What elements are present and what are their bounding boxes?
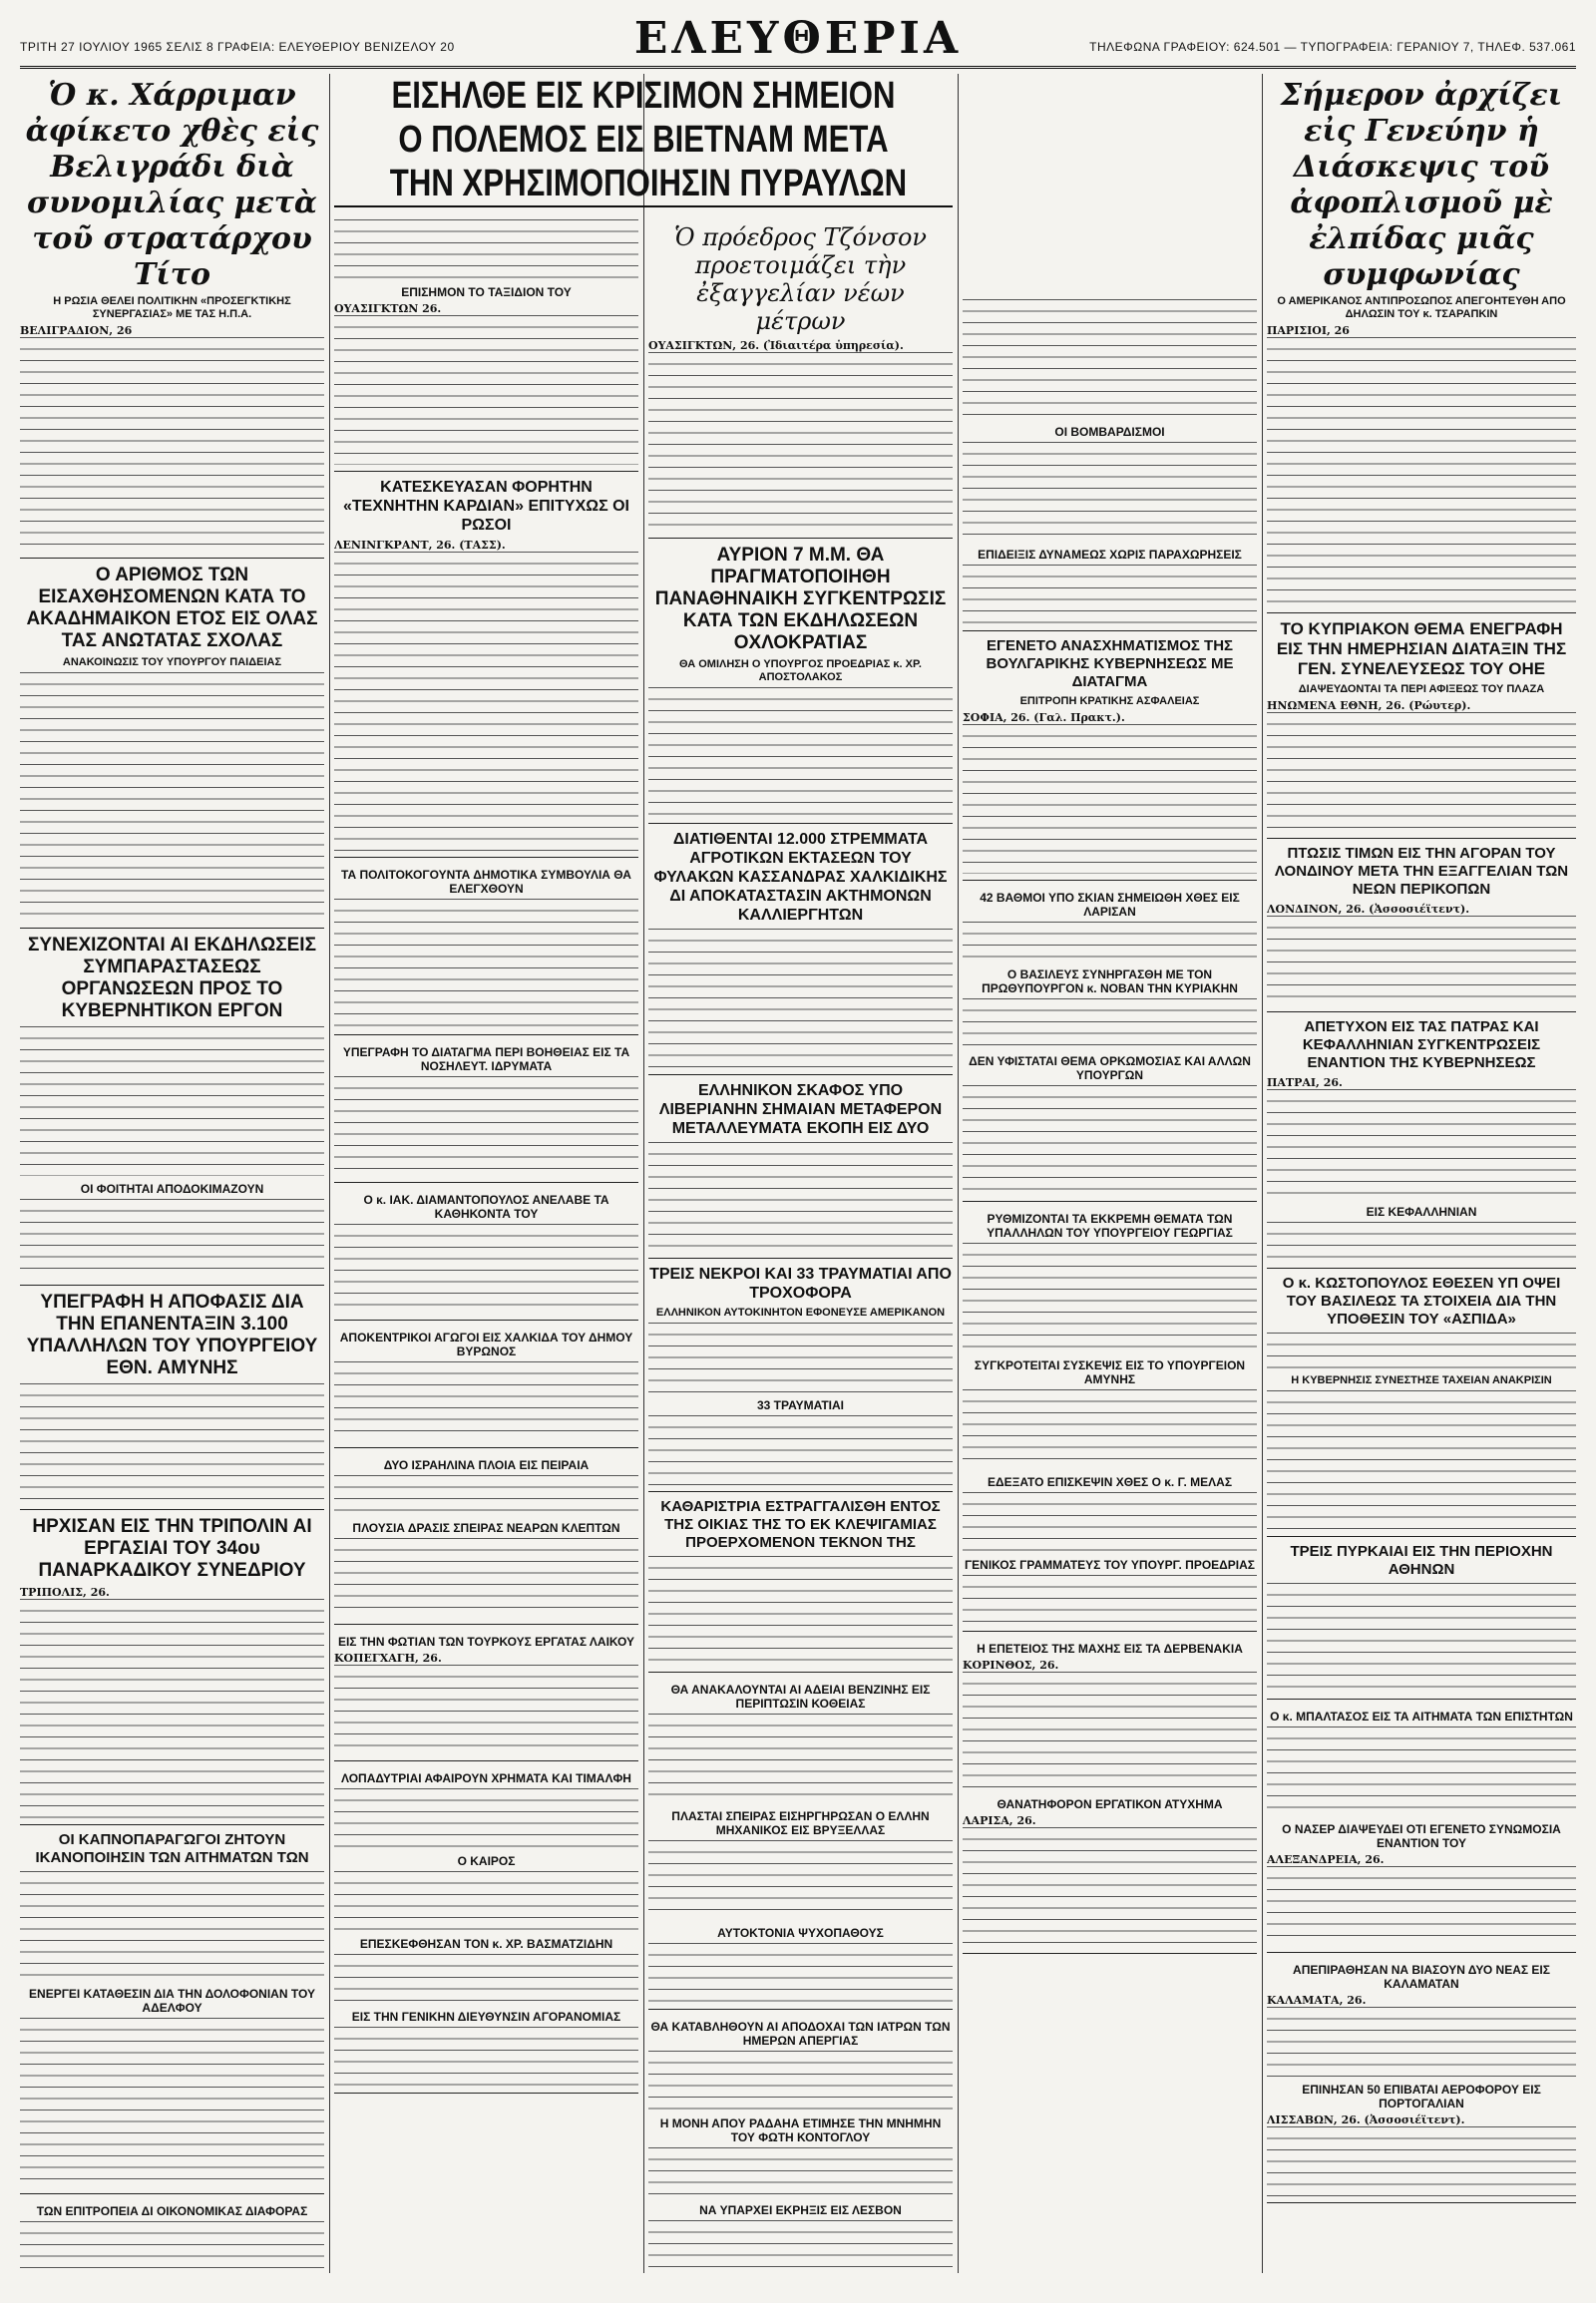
body-text: [334, 2027, 638, 2087]
dateline: ΛΙΣΣΑΒΩΝ, 26. (Ἀσσοσιέϊτεντ).: [1267, 2113, 1465, 2126]
story-doctors-pay: [648, 2010, 953, 2273]
body-text: [334, 899, 638, 1028]
body-text: [20, 1383, 324, 1503]
body-text: [648, 1714, 953, 1803]
story-traffic-accidents: [648, 1259, 953, 1492]
story-support-organizations: [20, 929, 324, 1286]
subhead: ΘΑ ΚΑΤΑΒΛΗΘΟΥΝ ΑΙ ΑΠΟΔΟΧΑΙ ΤΩΝ ΙΑΤΡΩΝ ΤΩΝ ΗΜΕΡΩΝ ΑΠΕΡΓΙΑΣ: [650, 2020, 951, 2048]
headline: Ο ΑΡΙΘΜΟΣ ΤΩΝ ΕΙΣΑΧΘΗΣΟΜΕΝΩΝ ΚΑΤΑ ΤΟ ΑΚΑΔΗΜΑΙΚΟΝ ΕΤΟΣ ΕΙΣ ΟΛΑΣ ΤΑΣ ΑΝΩΤΑΤΑΣ ΣΧΟΛΑΣ: [26, 565, 318, 651]
body-text: [963, 1492, 1257, 1552]
subhead: ΕΙΣ ΤΗΝ ΦΩΤΙΑΝ ΤΩΝ ΤΟΥΡΚΟΥΣ ΕΡΓΑΤΑΣ ΛΑΙΚΟΥ: [337, 1635, 635, 1649]
dateline: ΛΕΝΙΝΓΚΡΑΝΤ, 26. (ΤΑΣΣ).: [334, 539, 506, 552]
story-agriculture-employees: [963, 1202, 1257, 1632]
story-larisa-heat: [963, 881, 1257, 1202]
body-text: [20, 2221, 324, 2273]
story-patras-rallies: [1267, 1012, 1576, 1269]
subhead: ΝΑ ΥΠΑΡΧΕΙ ΕΚΡΗΞΙΣ ΕΙΣ ΛΕΣΒΟΝ: [699, 2203, 902, 2217]
body-text: [20, 1871, 324, 1981]
banner-line: ΕΙΣΗΛΘΕ ΕΙΣ ΚΡΙΣΙΜΟΝ ΣΗΜΕΙΟΝ: [391, 75, 896, 117]
newspaper-page: [20, 14, 1576, 2273]
headline: ΣΥΝΕΧΙΖΟΝΤΑΙ ΑΙ ΕΚΔΗΛΩΣΕΙΣ ΣΥΜΠΑΡΑΣΤΑΣΕΩΣ ΟΡΓΑΝΩΣΕΩΝ ΠΡΟΣ ΤΟ ΚΥΒΕΡΝΗΤΙΚΟΝ ΕΡΓΟΝ: [27, 935, 316, 1021]
headline: Ο κ. ΚΩΣΤΟΠΟΥΛΟΣ ΕΘΕΣΕΝ ΥΠ ΟΨΕΙ ΤΟΥ ΒΑΣΙΛΕΩΣ ΤΑ ΣΤΟΙΧΕΙΑ ΔΙΑ ΤΗΝ ΥΠΟΘΕΣΙΝ ΤΟΥ «ΑΣΠΙΔΑ»: [1282, 1275, 1561, 1328]
story-artificial-heart: [334, 472, 638, 858]
subhead: ΓΕΝΙΚΟΣ ΓΡΑΜΜΑΤΕΥΣ ΤΟΥ ΥΠΟΥΡΓ. ΠΡΟΕΔΡΙΑΣ: [964, 1558, 1256, 1572]
body-text: [1267, 2126, 1576, 2196]
story-cyprus-un: [1267, 613, 1576, 839]
column-rule: [329, 74, 330, 2273]
subhead: ΕΠΙΔΕΙΞΙΣ ΔΥΝΑΜΕΩΣ ΧΩΡΙΣ ΠΑΡΑΧΩΡΗΣΕΙΣ: [978, 548, 1242, 562]
dateline: ΚΟΡΙΝΘΟΣ, 26.: [963, 1659, 1059, 1672]
subhead: Ο ΝΑΣΕΡ ΔΙΑΨΕΥΔΕΙ ΟΤΙ ΕΓΕΝΕΤΟ ΣΥΝΩΜΟΣΙΑ ΕΝΑΝΤΙΟΝ ΤΟΥ: [1282, 1822, 1561, 1850]
body-text: [1267, 712, 1576, 832]
story-athens-fires: [1267, 1537, 1576, 1700]
body-text: [1267, 1583, 1576, 1693]
banner-line: Ο ΠΟΛΕΜΟΣ ΕΙΣ ΒΙΕΤΝΑΜ ΜΕΤΑ: [398, 119, 889, 161]
body-text: [1267, 1727, 1576, 1816]
dateline: ΚΟΠΕΓΧΑΓΗ, 26.: [334, 1652, 442, 1665]
subhead: Ο ΚΑΙΡΟΣ: [457, 1854, 516, 1868]
body-text: [1267, 1333, 1576, 1372]
body-text: [963, 1827, 1257, 1947]
subhead: ΟΙ ΦΟΙΤΗΤΑΙ ΑΠΟΔΟΚΙΜΑΖΟΥΝ: [80, 1182, 264, 1196]
subhead: Ο κ. ΙΑΚ. ΔΙΑΜΑΝΤΟΠΟΥΛΟΣ ΑΝΕΛΑΒΕ ΤΑ ΚΑΘΗΚΟΝΤΑ ΤΟΥ: [363, 1193, 609, 1221]
body-text: [963, 922, 1257, 961]
dateline: ΛΟΝΔΙΝΟΝ, 26. (Ἀσσοσιέϊτεντ).: [1267, 903, 1470, 916]
story-defense-employees: [20, 1286, 324, 1510]
body-text: [334, 1475, 638, 1515]
column-1: [20, 74, 324, 2273]
subhead: ΥΠΕΓΡΑΦΗ ΤΟ ΔΙΑΤΑΓΜΑ ΠΕΡΙ ΒΟΗΘΕΙΑΣ ΕΙΣ ΤΑ ΝΟΣΗΛΕΥΤ. ΙΔΡΥΜΑΤΑ: [342, 1045, 630, 1073]
banner-headline: [334, 74, 953, 207]
headline: ΑΥΡΙΟΝ 7 Μ.Μ. ΘΑ ΠΡΑΓΜΑΤΟΠΟΙΗΘΗ ΠΑΝΑΘΗΝΑΙΚΗ ΣΥΓΚΕΝΤΡΩΣΙΣ ΚΑΤΑ ΤΩΝ ΕΚΔΗΛΩΣΕΩΝ ΟΧΛΟΚΡΑΤΙΑΣ: [654, 545, 947, 653]
subhead: ΤΑ ΠΟΛΙΤΟΚΟΓΟΥΝΤΑ ΔΗΜΟΤΙΚΑ ΣΥΜΒΟΥΛΙΑ ΘΑ ΕΛΕΓΧΘΟΥΝ: [341, 868, 631, 896]
subheadline: Η ΚΥΒΕΡΝΗΣΙΣ ΣΥΝΕΣΤΗΣΕ ΤΑΧΕΙΑΝ ΑΝΑΚΡΙΣΙΝ: [1291, 1374, 1552, 1386]
subhead: ΕΝΕΡΓΕΙ ΚΑΤΑΘΕΣΙΝ ΔΙΑ ΤΗΝ ΔΟΛΟΦΟΝΙΑΝ ΤΟΥ ΑΔΕΛΦΟΥ: [29, 1987, 315, 2015]
body-text: [963, 299, 1257, 419]
column-5: [1267, 74, 1576, 2273]
body-text: [20, 1199, 324, 1279]
dateline: ΚΑΛΑΜΑΤΑ, 26.: [1267, 1994, 1367, 2007]
subhead: ΤΩΝ ΕΠΙΤΡΟΠΕΙΑ ΔΙ ΟΙΚΟΝΟΜΙΚΑΣ ΔΙΑΦΟΡΑΣ: [36, 2204, 308, 2218]
body-text: [648, 1943, 953, 2003]
story-municipal-councils: [334, 858, 638, 1035]
story-harriman: [20, 74, 324, 559]
dateline: ΟΥΑΣΙΓΚΤΩΝ 26.: [334, 302, 442, 315]
banner-line: ΤΗΝ ΧΡΗΣΙΜΟΠΟΙΗΣΙΝ ΠΥΡΑΥΛΩΝ: [389, 163, 908, 204]
subhead: ΡΥΘΜΙΖΟΝΤΑΙ ΤΑ ΕΚΚΡΕΜΗ ΘΕΜΑΤΑ ΤΩΝ ΥΠΑΛΛΗΛΩΝ ΤΟΥ ΥΠΟΥΡΓΕΙΟΥ ΓΕΩΡΓΙΑΣ: [987, 1212, 1233, 1240]
dateline: ΣΟΦΙΑ, 26. (Γαλ. Πρακτ.).: [963, 711, 1125, 724]
subhead: 33 ΤΡΑΥΜΑΤΙΑΙ: [756, 1398, 845, 1412]
subhead: Η ΜΟΝΗ ΑΠΟΥ ΡΑΔΑΗΑ ΕΤΙΜΗΣΕ ΤΗΝ ΜΝΗΜΗΝ ΤΟΥ ΦΩΤΗ ΚΟΝΤΟΓΛΟΥ: [659, 2116, 942, 2144]
body-text: [648, 2220, 953, 2270]
body-text: [648, 687, 953, 817]
story-fuel-permits: [648, 1673, 953, 2010]
column-rule: [958, 74, 959, 2273]
dateline: ΠΑΡΙΣΙΟΙ, 26: [1267, 324, 1350, 337]
dateline: ΛΑΡΙΣΑ, 26.: [963, 1814, 1036, 1827]
subhead: ΘΑ ΑΝΑΚΑΛΟΥΝΤΑΙ ΑΙ ΑΔΕΙΑΙ ΒΕΝΖΙΝΗΣ ΕΙΣ ΠΕΡΙΠΤΩΣΙΝ ΚΟΘΕΙΑΣ: [670, 1683, 931, 1711]
story-dervenakia: [963, 1632, 1257, 1954]
column-3: [648, 215, 953, 2273]
body-text: [1267, 1390, 1576, 1530]
masthead: [20, 14, 1576, 69]
story-baltasos-nasser: [1267, 1700, 1576, 1953]
body-text: [334, 1361, 638, 1441]
headline: ΑΠΕΤΥΧΟΝ ΕΙΣ ΤΑΣ ΠΑΤΡΑΣ ΚΑΙ ΚΕΦΑΛΛΗΝΙΑΝ ΣΥΓΚΕΝΤΡΩΣΕΙΣ ΕΝΑΝΤΙΟΝ ΤΗΣ ΚΥΒΕΡΝΗΣΕΩΣ: [1302, 1018, 1541, 1071]
subhead: ΔΥΟ ΙΣΡΑΗΛΙΝΑ ΠΛΟΙΑ ΕΙΣ ΠΕΙΡΑΙΑ: [383, 1458, 590, 1472]
body-text: [648, 1142, 953, 1252]
dateline: ΟΥΑΣΙΓΚΤΩΝ, 26. (Ἰδιαιτέρα ὑπηρεσία).: [648, 339, 904, 352]
story-byron-sewers: [334, 1321, 638, 1448]
headline: ΤΡΕΙΣ ΝΕΚΡΟΙ ΚΑΙ 33 ΤΡΑΥΜΑΤΙΑΙ ΑΠΟ ΤΡΟΧΟΦΟΡΑ: [649, 1266, 952, 1302]
body-text: [648, 2147, 953, 2197]
body-text: [334, 315, 638, 465]
subheadline: ΘΑ ΟΜΙΛΗΣΗ Ο ΥΠΟΥΡΓΟΣ ΠΡΟΕΔΡΙΑΣ κ. ΧΡ. ΑΠΟΣΤΟΛΑΚΟΣ: [678, 658, 922, 683]
subhead: Ο ΒΑΣΙΛΕΥΣ ΣΥΝΗΡΓΑΣΘΗ ΜΕ ΤΟΝ ΠΡΩΘΥΠΟΥΡΓΟΝ κ. ΝΟΒΑΝ ΤΗΝ ΚΥΡΙΑΚΗΝ: [982, 967, 1238, 995]
body-text: [334, 1788, 638, 1848]
headline: ΟΙ ΚΑΠΝΟΠΑΡΑΓΩΓΟΙ ΖΗΤΟΥΝ ΙΚΑΝΟΠΟΙΗΣΙΝ ΤΩΝ ΑΙΤΗΜΑΤΩΝ ΤΩΝ: [35, 1831, 309, 1866]
subhead: ΘΑΝΑΤΗΦΟΡΟΝ ΕΡΓΑΤΙΚΟΝ ΑΤΥΧΗΜΑ: [997, 1797, 1223, 1811]
story-vietnam-continued-2: [963, 215, 1257, 631]
story-tobacco-growers: [20, 1825, 324, 2194]
story-aspida: [1267, 1269, 1576, 1537]
subhead: 42 ΒΑΘΜΟΙ ΥΠΟ ΣΚΙΑΝ ΣΗΜΕΙΩΘΗ ΧΘΕΣ ΕΙΣ ΛΑΡΙΣΑΝ: [980, 891, 1240, 919]
body-text: [334, 1224, 638, 1314]
subhead: ΕΔΕΞΑΤΟ ΕΠΙΣΚΕΨΙΝ ΧΘΕΣ Ο κ. Γ. ΜΕΛΑΣ: [987, 1475, 1233, 1489]
story-diamantopoulos: [334, 1183, 638, 1321]
body-text: [20, 1599, 324, 1818]
columns: [20, 74, 1576, 2273]
story-turkish-workers: [334, 1625, 638, 1761]
headline: ΕΛΛΗΝΙΚΟΝ ΣΚΑΦΟΣ ΥΠΟ ΛΙΒΕΡΙΑΝΗΝ ΣΗΜΑΙΑΝ ΜΕΤΑΦΕΡΟΝ ΜΕΤΑΛΛΕΥΜΑΤΑ ΕΚΟΠΗ ΕΙΣ ΔΥΟ: [658, 1082, 943, 1137]
subhead: ΠΛΟΥΣΙΑ ΔΡΑΣΙΣ ΣΠΕΙΡΑΣ ΝΕΑΡΩΝ ΚΛΕΠΤΩΝ: [352, 1521, 620, 1535]
headline: ΗΡΧΙΣΑΝ ΕΙΣ ΤΗΝ ΤΡΙΠΟΛΙΝ ΑΙ ΕΡΓΑΣΙΑΙ ΤΟΥ 34ου ΠΑΝΑΡΚΑΔΙΚΟΥ ΣΥΝΕΔΡΙΟΥ: [32, 1516, 312, 1581]
body-text: [1267, 1089, 1576, 1199]
body-text: [20, 337, 324, 552]
subhead: ΕΙΣ ΚΕΦΑΛΛΗΝΙΑΝ: [1366, 1205, 1477, 1219]
headline: ΠΤΩΣΙΣ ΤΙΜΩΝ ΕΙΣ ΤΗΝ ΑΓΟΡΑΝ ΤΟΥ ΛΟΝΔΙΝΟΥ ΜΕΤΑ ΤΗΝ ΕΞΑΓΓΕΛΙΑΝ ΤΩΝ ΝΕΩΝ ΠΕΡΙΚΟΠΩΝ: [1274, 845, 1569, 898]
column-rule: [643, 74, 644, 2273]
body-text: [1267, 916, 1576, 1005]
body-text: [20, 1026, 324, 1176]
subheadline: Ο ΑΜΕΡΙΚΑΝΟΣ ΑΝΤΙΠΡΟΣΩΠΟΣ ΑΠΕΓΟΗΤΕΥΘΗ ΑΠΟ ΔΗΛΩΣΙΝ ΤΟΥ κ. ΤΣΑΡΑΠΚΙΝ: [1277, 295, 1566, 320]
story-tripoli-congress: [20, 1510, 324, 1825]
body-text: [1267, 337, 1576, 606]
subhead: ΑΠΕΠΙΡΑΘΗΣΑΝ ΝΑ ΒΙΑΣΟΥΝ ΔΥΟ ΝΕΑΣ ΕΙΣ ΚΑΛΑΜΑΤΑΝ: [1293, 1963, 1550, 1991]
body-text: [1267, 1866, 1576, 1946]
subheadline: ΑΝΑΚΟΙΝΩΣΙΣ ΤΟΥ ΥΠΟΥΡΓΟΥ ΠΑΙΔΕΙΑΣ: [62, 656, 282, 668]
story-vietnam-continued: [334, 215, 638, 472]
body-text: [963, 1389, 1257, 1469]
story-hospital-decree: [334, 1035, 638, 1183]
subhead: ΑΥΤΟΚΤΟΝΙΑ ΨΥΧΟΠΑΘΟΥΣ: [717, 1926, 884, 1940]
body-text: [963, 442, 1257, 542]
subhead: ΕΠΕΣΚΕΦΘΗΣΑΝ ΤΟΝ κ. ΧΡ. ΒΑΣΜΑΤΖΙΔΗΝ: [359, 1937, 613, 1951]
story-geneva-disarmament: [1267, 74, 1576, 613]
subheadline: ΔΙΑΨΕΥΔΟΝΤΑΙ ΤΑ ΠΕΡΙ ΑΦΙΞΕΩΣ ΤΟΥ ΠΛΑΖΑ: [1298, 683, 1545, 695]
masthead-contact-line: ΤΗΛΕΦΩΝΑ ΓΡΑΦΕΙΟΥ: 624.501 — ΤΥΠΟΓΡΑΦΕΙΑ: ΓΕΡΑΝΙΟΥ 7, ΤΗΛΕΦ. 537.061: [1089, 40, 1576, 54]
body-text: [648, 1323, 953, 1392]
dateline: ΒΕΛΙΓΡΑΔΙΟΝ, 26: [20, 324, 133, 337]
headline: ΚΑΤΕΣΚΕΥΑΣΑΝ ΦΟΡΗΤΗΝ «ΤΕΧΝΗΤΗΝ ΚΑΡΔΙΑΝ» ΕΠΙΤΥΧΩΣ ΟΙ ΡΩΣΟΙ: [343, 479, 629, 534]
subheadline: ΕΛΛΗΝΙΚΟΝ ΑΥΤΟΚΙΝΗΤΟΝ ΕΦΟΝΕΥΣΕ ΑΜΕΡΙΚΑΝΟΝ: [655, 1307, 946, 1319]
body-text: [648, 929, 953, 1068]
headline: Ὁ κ. Χάρριμαν ἀφίκετο χθὲς εἰς Βελιγράδι διὰ συνομιλίας μετὰ τοῦ στρατάρχου Τίτο: [25, 78, 319, 292]
subhead: Ο κ. ΜΠΑΛΤΑΣΟΣ ΕΙΣ ΤΑ ΑΙΤΗΜΑΤΑ ΤΩΝ ΕΠΙΣΤΗΤΩΝ: [1270, 1710, 1573, 1724]
column-rule: [1262, 74, 1263, 2273]
subhead: ΣΥΓΚΡΟΤΕΙΤΑΙ ΣΥΣΚΕΨΙΣ ΕΙΣ ΤΟ ΥΠΟΥΡΓΕΙΟΝ ΑΜΥΝΗΣ: [974, 1358, 1246, 1386]
story-london-market: [1267, 839, 1576, 1012]
subhead: Η ΕΠΕΤΕΙΟΣ ΤΗΣ ΜΑΧΗΣ ΕΙΣ ΤΑ ΔΕΡΒΕΝΑΚΙΑ: [977, 1642, 1243, 1656]
body-text: [334, 1871, 638, 1931]
body-text: [20, 672, 324, 922]
body-text: [648, 352, 953, 532]
subhead: ΟΙ ΒΟΜΒΑΡΔΙΣΜΟΙ: [1054, 425, 1165, 439]
story-bulgaria: [963, 631, 1257, 881]
headline: ΥΠΕΓΡΑΦΗ Η ΑΠΟΦΑΣΙΣ ΔΙΑ ΤΗΝ ΕΠΑΝΕΝΤΑΞΙΝ 3.100 ΥΠΑΛΛΗΛΩΝ ΤΟΥ ΥΠΟΥΡΓΕΙΟΥ ΕΘΝ. ΑΜΥΝΗΣ: [26, 1292, 318, 1378]
body-text: [334, 219, 638, 279]
body-text: [963, 1672, 1257, 1791]
body-text: [648, 1556, 953, 1666]
body-text: [334, 1954, 638, 2004]
body-text: [963, 724, 1257, 874]
masthead-date-line: ΤΡΙΤΗ 27 ΙΟΥΛΙΟΥ 1965 ΣΕΛΙΣ 8 ΓΡΑΦΕΙΑ: ΕΛΕΥΘΕΡΙΟΥ ΒΕΝΙΖΕΛΟΥ 20: [20, 40, 455, 54]
dateline: ΠΑΤΡΑΙ, 26.: [1267, 1076, 1343, 1089]
subheadline: Η ΡΩΣΙΑ ΘΕΛΕΙ ΠΟΛΙΤΙΚΗΝ «ΠΡΟΣΕΓΚΤΙΚΗΣ ΣΥΝΕΡΓΑΣΙΑΣ» ΜΕ ΤΑΣ Η.Π.Α.: [53, 295, 291, 320]
subhead: ΕΙΣ ΤΗΝ ΓΕΝΙΚΗΝ ΔΙΕΥΘΥΝΣΙΝ ΑΓΟΡΑΝΟΜΙΑΣ: [351, 2010, 621, 2024]
subheadline: ΕΠΙΤΡΟΠΗ ΚΡΑΤΙΚΗΣ ΑΣΦΑΛΕΙΑΣ: [1019, 695, 1200, 707]
subhead: ΕΠΙΣΗΜΟΝ ΤΟ ΤΑΞΙΔΙΟΝ ΤΟΥ: [401, 285, 572, 299]
subhead: ΠΛΑΣΤΑΙ ΣΠΕΙΡΑΣ ΕΙΣΗΡΓΗΡΩΣΑΝ Ο ΕΛΛΗΝ ΜΗΧΑΝΙΚΟΣ ΕΙΣ ΒΡΥΞΕΛΛΑΣ: [671, 1809, 930, 1837]
body-text: [20, 2018, 324, 2187]
body-text: [334, 552, 638, 851]
column-4: [963, 215, 1257, 2273]
story-israeli-ships: [334, 1448, 638, 1625]
story-kassandra-land: [648, 824, 953, 1075]
headline: ΤΟ ΚΥΠΡΙΑΚΟΝ ΘΕΜΑ ΕΝΕΓΡΑΦΗ ΕΙΣ ΤΗΝ ΗΜΕΡΗΣΙΑΝ ΔΙΑΤΑΞΙΝ ΤΗΣ ΓΕΝ. ΣΥΝΕΛΕΥΣΕΩΣ ΤΟΥ ΟΗΕ: [1276, 619, 1567, 678]
body-text: [963, 1085, 1257, 1195]
story-rally: [648, 539, 953, 824]
body-text: [1267, 2007, 1576, 2077]
story-guardianship: [20, 2194, 324, 2273]
deck-headline: Ὁ πρόεδρος Τζόνσον προετοιμάζει τὴν ἐξαγγελίαν νέων μέτρων: [673, 223, 928, 335]
masthead-title: ΕΛΕΥΘΕΡΙΑ: [633, 14, 963, 64]
body-text: [963, 1575, 1257, 1625]
dateline: ΗΝΩΜΕΝΑ ΕΘΝΗ, 26. (Ρώυτερ).: [1267, 699, 1471, 712]
headline: ΚΑΘΑΡΙΣΤΡΙΑ ΕΣΤΡΑΓΓΑΛΙΣΘΗ ΕΝΤΟΣ ΤΗΣ ΟΙΚΙΑΣ ΤΗΣ ΤΟ ΕΚ ΚΛΕΨΙΓΑΜΙΑΣ ΠΡΟΕΡΧΟΜΕΝΟΝ ΤΕΚΝΟΝ ΤΗΣ: [660, 1498, 941, 1551]
body-text: [648, 1840, 953, 1920]
body-text: [334, 1538, 638, 1618]
story-johnson-deck: [648, 215, 953, 539]
dateline: ΑΛΕΞΑΝΔΡΕΙΑ, 26.: [1267, 1853, 1385, 1866]
body-text: [1267, 1222, 1576, 1262]
story-cleaner-strangled: [648, 1492, 953, 1673]
subhead: ΛΟΠΑΔΥΤΡΙΑΙ ΑΦΑΙΡΟΥΝ ΧΡΗΜΑΤΑ ΚΑΙ ΤΙΜΑΛΦΗ: [341, 1771, 631, 1785]
body-text: [963, 565, 1257, 624]
body-text: [334, 1665, 638, 1754]
story-university-admissions: [20, 559, 324, 929]
headline: ΔΙΑΤΙΘΕΝΤΑΙ 12.000 ΣΤΡΕΜΜΑΤΑ ΑΓΡΟΤΙΚΩΝ ΕΚΤΑΣΕΩΝ ΤΟΥ ΦΥΛΑΚΩΝ ΚΑΣΣΑΝΔΡΑΣ ΧΑΛΚΙΔΙΚΗΣ ΔΙ ΑΠΟΚΑΤΑΣΤΑΣΙΝ ΑΚΤΗΜΟΝΩΝ ΚΑΛΛΙΕΡΓΗΤΩΝ: [653, 831, 948, 924]
headline: ΕΓΕΝΕΤΟ ΑΝΑΣΧΗΜΑΤΙΣΜΟΣ ΤΗΣ ΒΟΥΛΓΑΡΙΚΗΣ ΚΥΒΕΡΝΗΣΕΩΣ ΜΕ ΔΙΑΤΑΓΜΑ: [986, 637, 1234, 690]
body-text: [963, 998, 1257, 1048]
story-ship-split: [648, 1075, 953, 1259]
body-text: [648, 1415, 953, 1485]
body-text: [963, 1243, 1257, 1352]
headline: ΤΡΕΙΣ ΠΥΡΚΑΙΑΙ ΕΙΣ ΤΗΝ ΠΕΡΙΟΧΗΝ ΑΘΗΝΩΝ: [1290, 1543, 1553, 1578]
body-text: [648, 2051, 953, 2111]
body-text: [334, 1076, 638, 1176]
story-kalamata-portugal: [1267, 1953, 1576, 2203]
headline: Σήμερον ἀρχίζει εἰς Γενεύην ἡ Διάσκεψις τοῦ ἀφοπλισμοῦ μὲ ἐλπίδας μιᾶς συμφωνίας: [1280, 78, 1563, 292]
column-2: [334, 215, 638, 2273]
story-pickpockets: [334, 1761, 638, 2094]
subhead: ΑΠΟΚΕΝΤΡΙΚΟΙ ΑΓΩΓΟΙ ΕΙΣ ΧΑΛΚΙΔΑ ΤΟΥ ΔΗΜΟΥ ΒΥΡΩΝΟΣ: [339, 1331, 633, 1358]
subhead: ΔΕΝ ΥΦΙΣΤΑΤΑΙ ΘΕΜΑ ΟΡΚΩΜΟΣΙΑΣ ΚΑΙ ΑΛΛΩΝ ΥΠΟΥΡΓΩΝ: [969, 1054, 1251, 1082]
dateline: ΤΡΙΠΟΛΙΣ, 26.: [20, 1586, 110, 1599]
subhead: ΕΠΙΝΗΣΑΝ 50 ΕΠΙΒΑΤΑΙ ΑΕΡΟΦΟΡΟΥ ΕΙΣ ΠΟΡΤΟΓΑΛΙΑΝ: [1302, 2083, 1541, 2111]
